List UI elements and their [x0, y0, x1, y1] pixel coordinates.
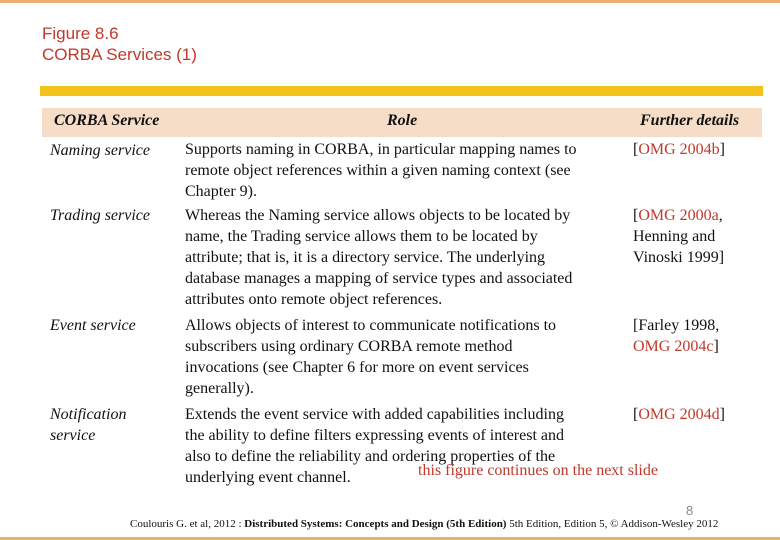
reference-link[interactable]: OMG 2004c [633, 338, 714, 355]
service-role [185, 315, 625, 399]
bracket: [ [633, 141, 639, 158]
table-row [42, 405, 762, 495]
details-line: Vinoski 1999] [633, 249, 725, 266]
footer-authors: Coulouris G. et al, 2012 : [130, 518, 245, 530]
service-role [185, 205, 625, 310]
role-line: Extends the event service with added capabilities including [185, 406, 564, 423]
service-name-line: service [50, 427, 96, 444]
role-line: database manages a mapping of service types and associated [185, 270, 573, 287]
bracket: [ [633, 406, 639, 423]
service-name-line: Trading service [50, 207, 150, 224]
role-line: Chapter 9). [185, 183, 257, 200]
role-line: also to define the reliability and ordering properties of the [185, 448, 556, 465]
role-line: attribute; that is, it is a directory service. The underlying [185, 249, 546, 266]
table-row [42, 315, 762, 405]
service-name [50, 315, 180, 336]
reference-link[interactable]: OMG 2004b [638, 141, 720, 158]
page-number: 8 [686, 503, 694, 518]
role-line: subscribers using ordinary CORBA remote method [185, 338, 513, 355]
slide-title [42, 23, 197, 65]
details-line: [Farley 1998, [633, 317, 720, 334]
footer-edition: 5th Edition, Edition 5, © Addison-Wesley 2012 [506, 518, 719, 530]
service-name-line: Naming service [50, 142, 150, 159]
table-row [42, 137, 762, 205]
comma: , [718, 207, 723, 224]
further-details [633, 404, 763, 425]
service-name-line: Notification [50, 406, 127, 423]
header-further-details: Further details [640, 112, 740, 129]
role-line: remote object references within a given naming context (see [185, 162, 571, 179]
details-line: Henning and [633, 228, 716, 245]
role-line: name, the Trading service allows them to be located by [185, 228, 538, 245]
role-line: Allows objects of interest to communicate notifications to [185, 317, 557, 334]
role-line: Whereas the Naming service allows objects to be located by [185, 207, 571, 224]
bracket: ] [713, 338, 719, 355]
service-role [185, 139, 625, 202]
details-line [633, 404, 763, 425]
service-name [50, 205, 180, 226]
reference-link[interactable]: OMG 2004d [638, 406, 720, 423]
reference-link[interactable]: OMG 2000a [638, 207, 719, 224]
continues-note: this figure continues on the next slide [418, 462, 658, 479]
details-line [633, 336, 763, 357]
bracket: [ [633, 207, 639, 224]
table-row [42, 205, 762, 315]
details-line [633, 205, 763, 226]
accent-bar [40, 86, 763, 96]
details-line [633, 139, 763, 160]
role-line: underlying event channel. [185, 469, 351, 486]
service-name [50, 140, 180, 161]
role-line: attributes onto remote object references. [185, 291, 443, 308]
header-role: Role [387, 112, 418, 129]
bracket: ] [719, 406, 725, 423]
further-details [633, 315, 763, 357]
title-line-1: Figure 8.6 [42, 24, 119, 43]
bracket: ] [719, 141, 725, 158]
service-name [50, 404, 180, 446]
top-border [0, 0, 780, 3]
role-line: invocations (see Chapter 6 for more on event services [185, 359, 529, 376]
role-line: generally). [185, 380, 254, 397]
table-header [42, 108, 762, 137]
role-line: Supports naming in CORBA, in particular mapping names to [185, 141, 577, 158]
further-details [633, 139, 763, 160]
services-table [42, 108, 762, 495]
role-line: the ability to define filters expressing events of interest and [185, 427, 564, 444]
header-corba-service: CORBA Service [54, 112, 160, 129]
service-name-line: Event service [50, 317, 136, 334]
citation-footer [130, 518, 718, 530]
title-line-2: CORBA Services (1) [42, 45, 197, 64]
further-details [633, 205, 763, 268]
footer-book-title: Distributed Systems: Concepts and Design (5th Edition) [244, 518, 507, 530]
